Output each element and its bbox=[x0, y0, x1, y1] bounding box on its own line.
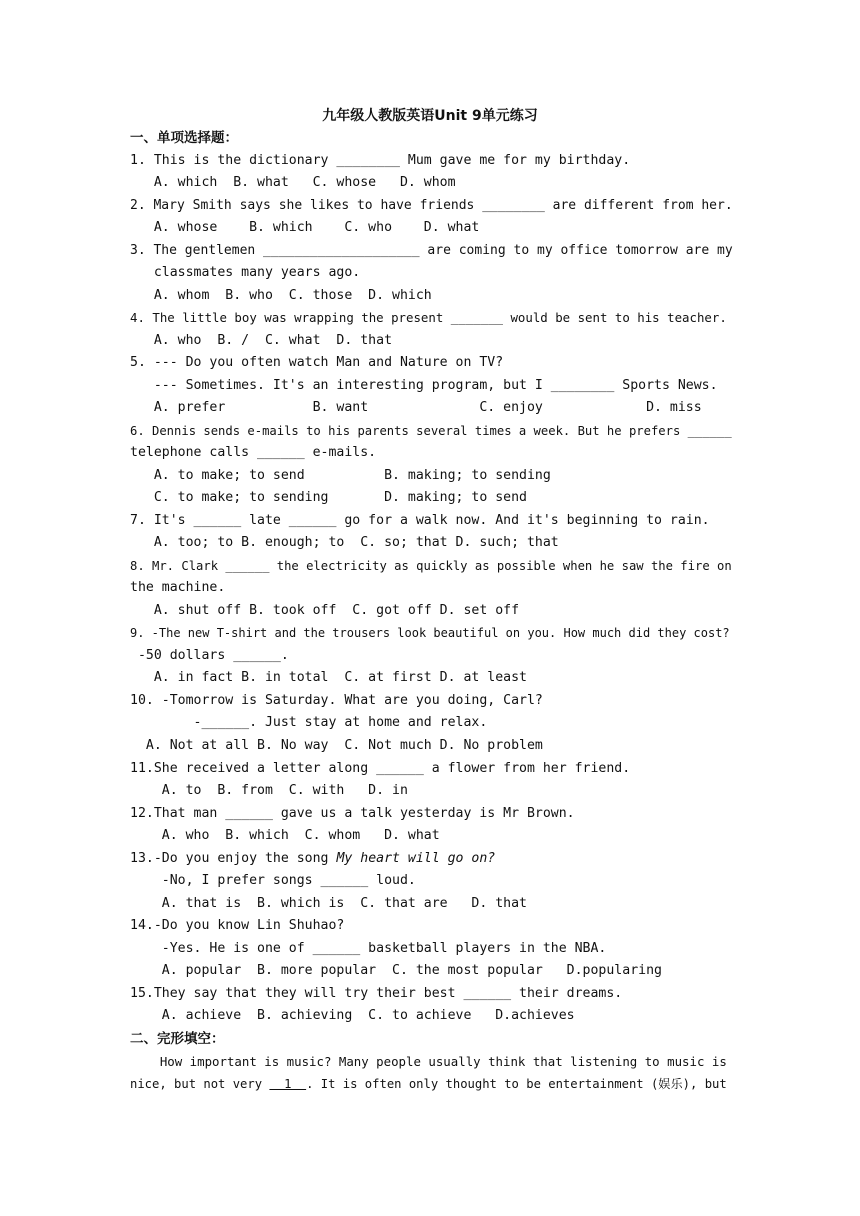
question-2-options: A. whose B. which C. who D. what bbox=[130, 220, 480, 235]
question-4: 4. The little boy was wrapping the present _______ would be sent to his teacher. bbox=[130, 310, 727, 325]
question-13-options: A. that is B. which is C. that are D. that bbox=[130, 896, 527, 911]
question-11: 11.She received a letter along ______ a flower from her friend. bbox=[130, 761, 631, 776]
cloze-paragraph-line-1: How important is music? Many people usually think that listening to music is bbox=[130, 1054, 727, 1069]
question-8-cont: the machine. bbox=[130, 580, 226, 595]
cloze-paragraph-line-2 bbox=[130, 1073, 732, 1095]
question-5-options: A. prefer B. want C. enjoy D. miss bbox=[130, 400, 702, 415]
question-3-cont: classmates many years ago. bbox=[130, 265, 361, 280]
question-7: 7. It's ______ late ______ go for a walk now. And it's beginning to rain. bbox=[130, 513, 710, 528]
question-9-cont: -50 dollars ______. bbox=[130, 648, 289, 663]
question-4-options: A. who B. / C. what D. that bbox=[130, 333, 393, 348]
question-10-cont: -______. Just stay at home and relax. bbox=[130, 715, 488, 730]
question-15: 15.They say that they will try their best ______ their dreams. bbox=[130, 986, 623, 1001]
question-2: 2. Mary Smith says she likes to have friends ________ are different from her. bbox=[130, 198, 733, 213]
question-5-cont: --- Sometimes. It's an interesting program, but I ________ Sports News. bbox=[130, 378, 718, 393]
question-5: 5. --- Do you often watch Man and Nature on TV? bbox=[130, 355, 504, 370]
section-heading-cloze: 二、完形填空： bbox=[130, 1031, 225, 1047]
question-6-options-1: A. to make; to send B. making; to sending bbox=[130, 468, 551, 483]
question-3-options: A. whom B. who C. those D. which bbox=[130, 288, 432, 303]
question-14: 14.-Do you know Lin Shuhao? bbox=[130, 918, 345, 933]
question-10-options: A. Not at all B. No way C. Not much D. No problem bbox=[130, 738, 543, 753]
question-3: 3. The gentlemen ____________________ are coming to my office tomorrow are my bbox=[130, 243, 733, 258]
question-8-options: A. shut off B. took off C. got off D. set off bbox=[130, 603, 520, 618]
question-6-options-2: C. to make; to sending D. making; to send bbox=[130, 490, 527, 505]
question-10: 10. -Tomorrow is Saturday. What are you doing, Carl? bbox=[130, 693, 543, 708]
page-title: 九年级人教版英语Unit 9单元练习 bbox=[322, 108, 538, 124]
question-13-text: 13.-Do you enjoy the song bbox=[130, 851, 337, 866]
question-14-options: A. popular B. more popular C. the most popular D.popularing bbox=[130, 963, 662, 978]
cloze-text: nice, but not very bbox=[130, 1077, 270, 1091]
question-13-cont: -No, I prefer songs ______ loud. bbox=[130, 873, 416, 888]
question-1-options: A. which B. what C. whose D. whom bbox=[130, 175, 456, 190]
question-7-options: A. too; to B. enough; to C. so; that D. such; that bbox=[130, 535, 559, 550]
question-15-options: A. achieve B. achieving C. to achieve D.achieves bbox=[130, 1008, 575, 1023]
cloze-blank-1: 1 bbox=[269, 1077, 307, 1091]
question-9-options: A. in fact B. in total C. at first D. at least bbox=[130, 670, 527, 685]
question-8: 8. Mr. Clark ______ the electricity as quickly as possible when he saw the fire on bbox=[130, 559, 732, 573]
question-11-options: A. to B. from C. with D. in bbox=[130, 783, 408, 798]
section-heading-multiple-choice: 一、单项选择题： bbox=[130, 130, 238, 146]
question-13 bbox=[130, 848, 732, 870]
question-6-cont: telephone calls ______ e-mails. bbox=[130, 445, 377, 460]
cloze-text-cont: . It is often only thought to be entertainment (娱乐), but bbox=[306, 1077, 727, 1091]
question-6: 6. Dennis sends e-mails to his parents several times a week. But he prefers ______ bbox=[130, 424, 732, 438]
question-12: 12.That man ______ gave us a talk yesterday is Mr Brown. bbox=[130, 806, 575, 821]
question-9: 9. -The new T-shirt and the trousers look beautiful on you. How much did they cost? bbox=[130, 626, 730, 640]
song-title: My heart will go on? bbox=[336, 851, 496, 866]
question-12-options: A. who B. which C. whom D. what bbox=[130, 828, 440, 843]
question-1: 1. This is the dictionary ________ Mum gave me for my birthday. bbox=[130, 153, 631, 168]
question-14-cont: -Yes. He is one of ______ basketball players in the NBA. bbox=[130, 941, 607, 956]
